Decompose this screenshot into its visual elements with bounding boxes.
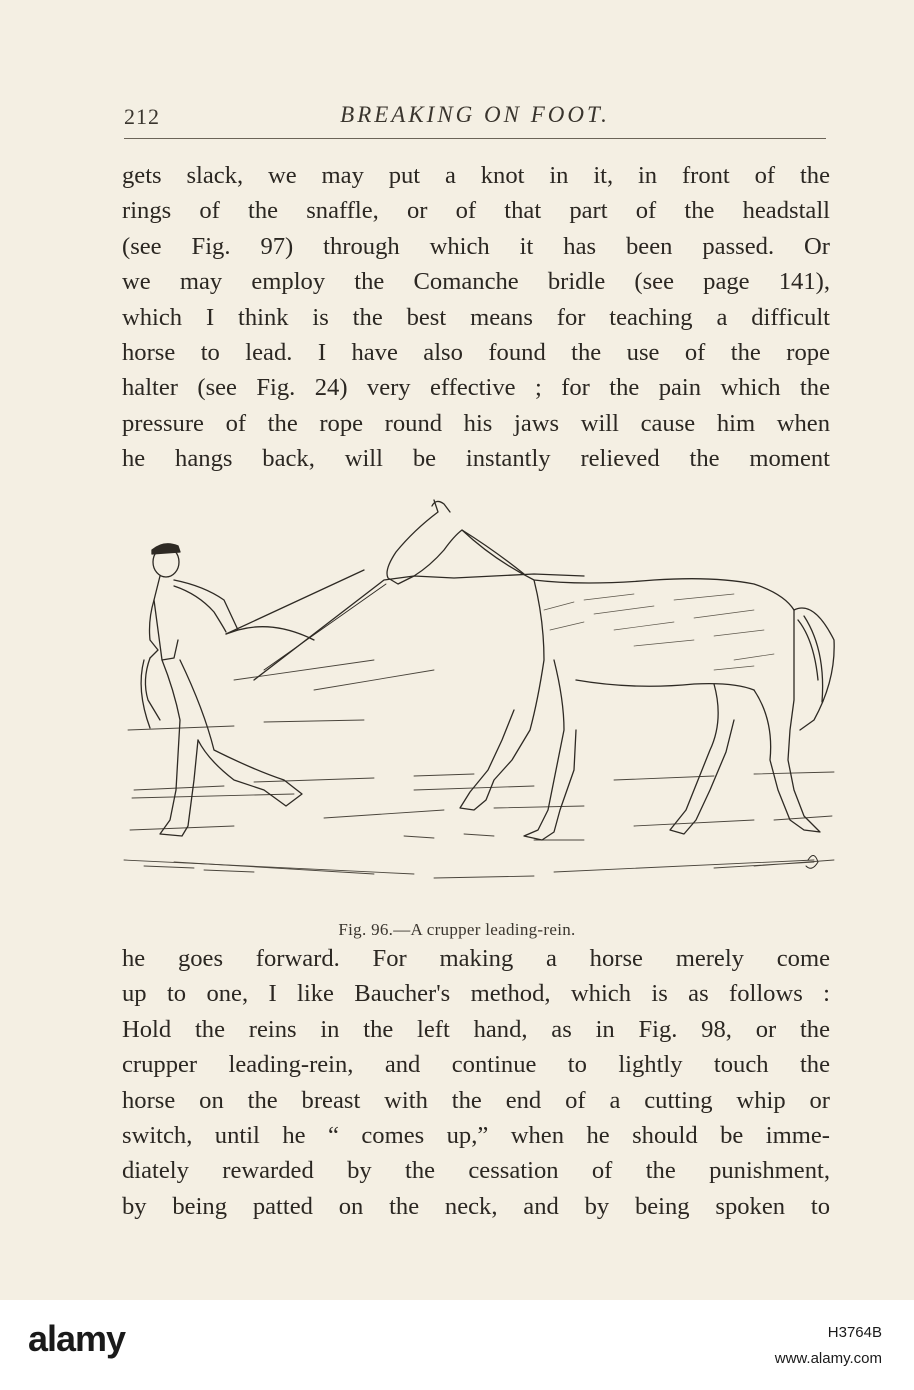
alamy-logo: alamy bbox=[28, 1318, 126, 1359]
text-line: crupper leading-rein, and continue to lightly touch the bbox=[122, 1051, 830, 1079]
text-line: he goes forward. For making a horse merely come bbox=[122, 945, 830, 972]
page-number: 212 bbox=[124, 104, 160, 129]
text-line: pressure of the rope round his jaws will cause him when bbox=[122, 409, 830, 437]
header-rule bbox=[124, 138, 826, 139]
watermark-url: www.alamy.com bbox=[774, 1350, 882, 1367]
text-line: up to one, I like Baucher's method, which is as follows : bbox=[122, 980, 830, 1008]
text-line: we may employ the Comanche bridle (see page 141), bbox=[122, 268, 830, 296]
text-line: horse to lead. I have also found the use of the rope bbox=[122, 338, 830, 366]
text-line: halter (see Fig. 24) very effective ; for the pain which the bbox=[122, 374, 830, 402]
ground-lines bbox=[124, 660, 834, 878]
text-line: he hangs back, will be instantly relieved the moment bbox=[122, 445, 830, 473]
text-line: which I think is the best means for teaching a difficult bbox=[122, 303, 830, 331]
image-id: H3764B bbox=[827, 1324, 882, 1341]
paragraph-top bbox=[122, 158, 830, 477]
text-line: rings of the snaffle, or of that part of the headstall bbox=[122, 197, 830, 225]
text-line: (see Fig. 97) through which it has been passed. Or bbox=[122, 232, 830, 260]
rein-line bbox=[254, 574, 584, 680]
text-line: switch, until he “ comes up,” when he should be imme- bbox=[122, 1121, 830, 1149]
engraving-image bbox=[114, 490, 836, 896]
text-line: diately rewarded by the cessation of the punishment, bbox=[122, 1157, 830, 1185]
man-figure bbox=[141, 544, 364, 836]
running-title: BREAKING ON FOOT. bbox=[340, 102, 610, 127]
paragraph-bottom bbox=[122, 941, 830, 1224]
text-line: by being patted on the neck, and by being spoken to bbox=[122, 1192, 830, 1220]
horse-shading bbox=[544, 594, 774, 670]
running-head bbox=[120, 100, 830, 134]
watermark-bar bbox=[0, 1300, 914, 1390]
text-line: gets slack, we may put a knot in it, in front of the bbox=[122, 162, 830, 189]
text-line: Hold the reins in the left hand, as in Fig. 98, or the bbox=[122, 1015, 830, 1043]
text-line: horse on the breast with the end of a cutting whip or bbox=[122, 1086, 830, 1114]
figure-illustration bbox=[114, 490, 836, 896]
figure-caption: Fig. 96.—A crupper leading-rein. bbox=[338, 920, 576, 939]
